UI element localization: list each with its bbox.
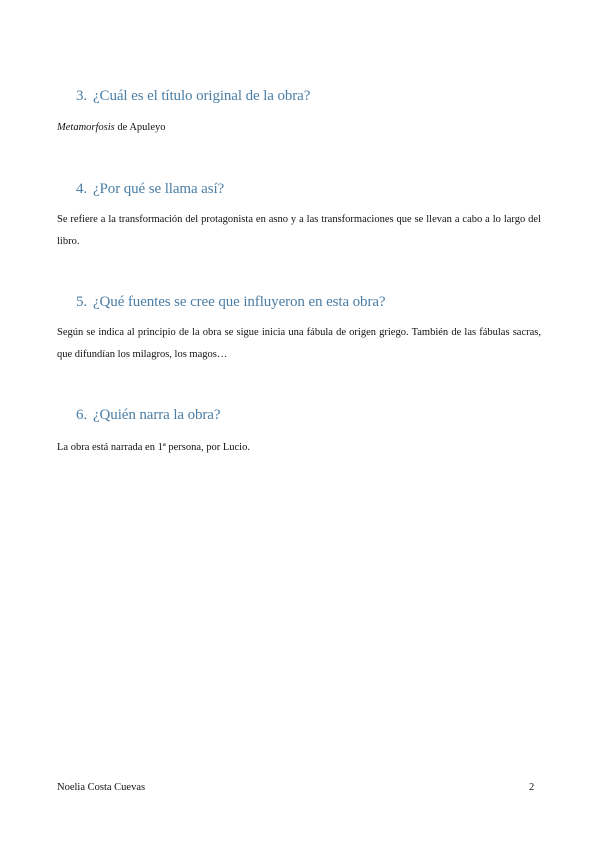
footer-author: Noelia Costa Cuevas xyxy=(57,782,146,793)
section-5-number: 5. xyxy=(76,294,88,310)
section-6-heading xyxy=(76,406,220,424)
section-5-answer: Según se indica al principio de la obra se sigue inicia una fábula de origen griego. También de las fábulas sacras, que difundían los milagros, los magos… xyxy=(57,327,541,360)
section-4-number: 4. xyxy=(76,181,88,197)
section-5-question: ¿Qué fuentes se cree que influyeron en esta obra? xyxy=(93,294,386,310)
section-3-answer xyxy=(57,117,541,139)
section-3-heading xyxy=(76,87,310,105)
section-3-question: ¿Cuál es el título original de la obra? xyxy=(93,88,311,104)
section-5-heading xyxy=(76,293,385,311)
section-4-answer: Se refiere a la transformación del protagonista en asno y a las transformaciones que se llevan a cabo a lo largo del libro. xyxy=(57,214,541,247)
section-6-number: 6. xyxy=(76,407,88,423)
footer-page-number: 2 xyxy=(529,782,535,793)
section-4-question: ¿Por qué se llama así? xyxy=(93,181,225,197)
section-4-heading xyxy=(76,180,224,198)
section-3-answer-title: Metamorfosis xyxy=(57,122,115,133)
section-3-number: 3. xyxy=(76,88,88,104)
section-6-answer: La obra está narrada en 1ª persona, por Lucio. xyxy=(57,442,250,453)
section-3-answer-rest: de Apuleyo xyxy=(114,122,166,133)
section-6-question: ¿Quién narra la obra? xyxy=(93,407,221,423)
